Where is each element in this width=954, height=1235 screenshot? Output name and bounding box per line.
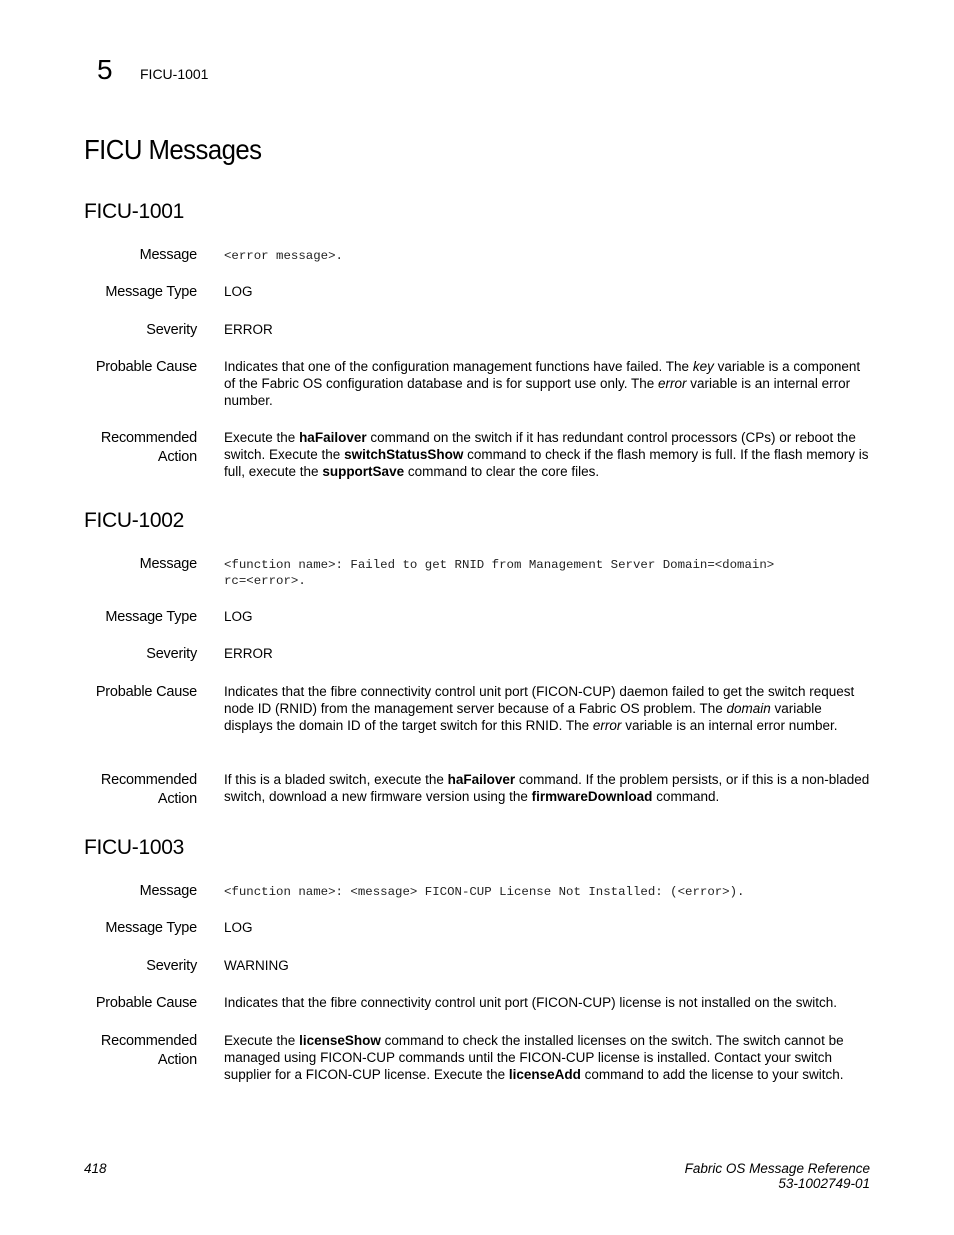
command-name: licenseAdd — [508, 1067, 581, 1083]
text-run: Execute the — [224, 1033, 300, 1048]
text-run: variable is a component of the Fabric OS configuration database and is for support use only. The — [224, 359, 861, 392]
probable-cause-label: Probable Cause — [95, 995, 197, 1011]
recommended-action-label-line2: Action — [157, 1052, 197, 1068]
message-text — [224, 557, 872, 589]
probable-cause-text — [224, 683, 872, 735]
chapter-number: 5 — [97, 54, 113, 85]
text-run: command to add the license to your switch. — [580, 1067, 844, 1083]
text-run: command. If the problem persists, or if this is a non-bladed switch, download a new firmware version using the — [224, 772, 870, 805]
message-line: <function name>: Failed to get RNID from Management Server Domain=<domain> — [224, 558, 775, 572]
message-type-value: LOG — [224, 609, 253, 624]
message-label: Message — [139, 556, 197, 572]
recommended-action-label-line1: Recommended — [100, 1033, 197, 1049]
command-name: haFailover — [447, 772, 516, 787]
running-header-title: FICU-1001 — [140, 66, 209, 82]
text-run: command to clear the core files. — [404, 464, 600, 480]
message-label: Message — [139, 883, 197, 899]
text-run: command on the switch if it has redundant control processors (CPs) or reboot the switch. Execute the — [224, 430, 856, 463]
command-name: haFailover — [299, 430, 367, 445]
message-type-value: LOG — [224, 920, 253, 935]
message-label: Message — [139, 247, 197, 263]
section-heading-ficu-1001: FICU-1001 — [84, 200, 185, 223]
message-text — [224, 884, 872, 900]
text-run: command to check the installed licenses on the switch. The switch cannot be managed using FICON-CUP commands until the FICON-CUP license is installed. Contact your switch supplier for a FICON-CUP license. Execute the — [224, 1033, 844, 1083]
text-run: Execute the — [224, 430, 300, 445]
page-number: 418 — [84, 1161, 107, 1176]
text-run: variable is an internal error number. — [224, 376, 851, 409]
command-name: firmwareDownload — [531, 789, 653, 805]
message-text — [224, 248, 872, 264]
recommended-action-label-line1: Recommended — [100, 430, 197, 446]
text-run: command. — [652, 789, 720, 805]
recommended-action-label — [60, 771, 197, 809]
text-run: variable is an internal error number. — [621, 718, 838, 734]
recommended-action-text — [224, 1032, 872, 1084]
probable-cause-label: Probable Cause — [95, 684, 197, 700]
severity-value: ERROR — [224, 322, 273, 337]
text-run: Indicates that one of the configuration management functions have failed. The — [224, 359, 693, 374]
recommended-action-label-line1: Recommended — [100, 772, 197, 788]
recommended-action-text — [224, 429, 872, 481]
message-line: <error message>. — [224, 249, 343, 263]
section-heading-ficu-1003: FICU-1003 — [84, 836, 185, 859]
severity-value: WARNING — [224, 958, 289, 973]
command-name: licenseShow — [299, 1033, 381, 1048]
probable-cause-text — [224, 994, 872, 1011]
recommended-action-label — [60, 429, 197, 467]
recommended-action-text — [224, 771, 872, 805]
footer-doc-number: 53-1002749-01 — [778, 1176, 870, 1191]
section-heading-ficu-1002: FICU-1002 — [84, 509, 185, 532]
text-run: Indicates that the fibre connectivity control unit port (FICON-CUP) license is not installed on the switch. — [224, 995, 838, 1010]
page-title: FICU Messages — [84, 134, 262, 165]
variable-name: domain — [726, 701, 771, 717]
message-type-value: LOG — [224, 284, 253, 299]
text-run: If this is a bladed switch, execute the — [224, 772, 448, 787]
message-type-label: Message Type — [105, 284, 197, 300]
footer-doc-title: Fabric OS Message Reference — [684, 1161, 870, 1176]
command-name: supportSave — [322, 464, 405, 480]
variable-name: key — [692, 359, 714, 374]
message-type-label: Message Type — [105, 609, 197, 625]
command-name: switchStatusShow — [344, 447, 464, 463]
severity-label: Severity — [146, 646, 197, 662]
probable-cause-text — [224, 358, 872, 410]
severity-label: Severity — [146, 958, 197, 974]
text-run: Indicates that the fibre connectivity control unit port (FICON-CUP) daemon failed to get the switch request node ID (RNID) from the management server because of a Fabric OS problem. The — [224, 684, 855, 717]
text-run: variable displays the domain ID of the target switch for this RNID. The — [224, 701, 822, 734]
message-line: rc=<error>. — [224, 574, 306, 589]
message-type-label: Message Type — [105, 920, 197, 936]
severity-label: Severity — [146, 322, 197, 338]
severity-value: ERROR — [224, 646, 273, 661]
recommended-action-label-line2: Action — [157, 791, 197, 807]
recommended-action-label — [60, 1032, 197, 1070]
text-run: command to check if the flash memory is full. If the flash memory is full, execute the — [224, 447, 869, 480]
message-line: <function name>: <message> FICON-CUP License Not Installed: (<error>). — [224, 885, 745, 899]
variable-name: error — [592, 718, 622, 734]
recommended-action-label-line2: Action — [157, 449, 197, 465]
probable-cause-label: Probable Cause — [95, 359, 197, 375]
variable-name: error — [658, 376, 687, 392]
